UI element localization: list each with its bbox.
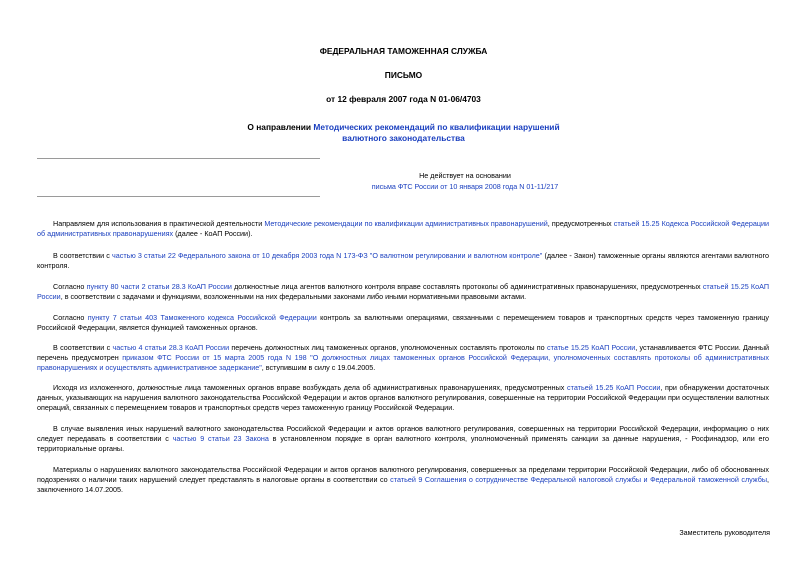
link-federal-law-173[interactable]: частью 3 статьи 22 Федерального закона от 10 декабря 2003 года N 173-ФЗ "О валютном регулировании и валютном контроле" bbox=[112, 251, 543, 260]
paragraph-text: , при обнаружении достаточных данных, указывающих на нарушения валютного законодательства Российской Федерации и актов органов валютного регулирования, совершенные на территории Российской Федерации при осуществлении валютных операций, связанных с перемещением товаров и транспортных средств через таможенную границу Российской Федерации. bbox=[37, 383, 769, 412]
paragraph-text: (далее - Закон) таможенные органы являются агентами валютного контроля. bbox=[37, 251, 769, 270]
paragraph-text: перечень должностных лиц таможенных органов, уполномоченных составлять протоколы по bbox=[229, 343, 547, 352]
paragraph-1 bbox=[37, 219, 769, 239]
doc-type-heading: ПИСЬМО bbox=[384, 70, 423, 80]
divider-bottom bbox=[37, 196, 320, 197]
signature: Заместитель руководителя bbox=[679, 528, 770, 537]
paragraph-text: , в соответствии с задачами и функциями, возложенными на них федеральными законами либо иными нормативными правовыми актами. bbox=[60, 292, 527, 301]
link-koap-28-3-p80[interactable]: пункту 80 части 2 статьи 28.3 КоАП России bbox=[86, 282, 232, 291]
paragraph-text: Согласно bbox=[53, 282, 87, 291]
paragraph-text: , вступившим в силу с 19.04.2005. bbox=[261, 363, 376, 372]
paragraph-2 bbox=[37, 251, 769, 271]
date-number-heading: от 12 февраля 2007 года N 01-06/4703 bbox=[326, 94, 481, 104]
paragraph-text: Исходя из изложенного, должностные лица таможенных органов вправе возбуждать дела об административных правонарушениях, предусмотренных bbox=[53, 383, 568, 392]
subject-heading bbox=[230, 122, 577, 144]
link-customs-code-403[interactable]: пункту 7 статьи 403 Таможенного кодекса Российской Федерации bbox=[87, 313, 317, 322]
paragraph-text: должностные лица агентов валютного контроля вправе составлять протоколы об административных правонарушениях, предусмотренных bbox=[231, 282, 703, 291]
subject-prefix: О направлении bbox=[247, 122, 314, 132]
paragraph-text: контроль за валютными операциями, связанными с перемещением товаров и транспортных средств через таможенную границу Российской Федерации, является функцией таможенных органов. bbox=[37, 313, 769, 332]
divider-top bbox=[37, 158, 320, 159]
link-law-23-9[interactable]: частью 9 статьи 23 Закона bbox=[172, 434, 269, 443]
link-koap-28-3-p4[interactable]: частью 4 статьи 28.3 КоАП России bbox=[112, 343, 230, 352]
link-koap-15-25[interactable]: статьей 15.25 Кодекса Российской Федерации об административных правонарушениях bbox=[37, 219, 769, 238]
subject-link[interactable]: Методических рекомендаций по квалификации нарушений валютного законодательства bbox=[313, 122, 560, 143]
link-koap-15-25[interactable]: статьей 15.25 КоАП России bbox=[567, 383, 661, 392]
paragraph-4 bbox=[37, 313, 769, 333]
paragraph-6 bbox=[37, 383, 769, 413]
paragraph-text: Согласно bbox=[53, 313, 88, 322]
paragraph-3 bbox=[37, 282, 769, 302]
paragraph-text: , заключенного 14.07.2005. bbox=[37, 475, 769, 494]
link-methodical-recommendations[interactable]: Методические рекомендации по квалификации административных правонарушений bbox=[264, 219, 548, 228]
paragraph-text: В соответствии с bbox=[53, 343, 113, 352]
org-heading: ФЕДЕРАЛЬНАЯ ТАМОЖЕННАЯ СЛУЖБА bbox=[319, 46, 488, 56]
status-note-text: Не действует на основании bbox=[419, 171, 511, 180]
paragraph-7 bbox=[37, 424, 769, 454]
link-fts-order-198[interactable]: приказом ФТС России от 15 марта 2005 года N 198 "О должностных лицах таможенных органов Российской Федерации, уполномоченных составлять протоколы об административных правонарушениях и осуществлять административное задержание" bbox=[37, 353, 769, 372]
paragraph-text: (далее - КоАП России). bbox=[173, 229, 253, 238]
link-koap-15-25[interactable]: статьей 15.25 КоАП России bbox=[37, 282, 769, 301]
paragraph-text: , устанавливается ФТС России. Данный перечень предусмотрен bbox=[37, 343, 770, 362]
paragraph-text: Материалы о нарушениях валютного законодательства Российской Федерации и актов органов валютного регулирования, совершенных за пределами территории Российской Федерации, либо об обоснованных подозрениях о наличии таких нарушений следует представлять в налоговые органы в соответствии со bbox=[37, 465, 769, 484]
paragraph-text: В соответствии с bbox=[53, 251, 112, 260]
paragraph-text: Направляем для использования в практической деятельности bbox=[53, 219, 265, 228]
status-note-link[interactable]: письма ФТС России от 10 января 2008 года N 01-11/217 bbox=[371, 182, 559, 191]
paragraph-text: , предусмотренных bbox=[547, 219, 614, 228]
paragraph-text: В случае выявления иных нарушений валютного законодательства Российской Федерации и актов органов валютного регулирования, совершенных на территории Российской Федерации, информацию о них следует передавать в соответствии с bbox=[37, 424, 769, 443]
link-agreement-9[interactable]: статьей 9 Соглашения о сотрудничестве Федеральной налоговой службы и Федеральной таможенной службы bbox=[390, 475, 767, 484]
paragraph-text: в установленном порядке в орган валютного контроля, уполномоченный применять санкции за данные нарушения, - Росфинадзор, или его территориальные органы. bbox=[37, 434, 769, 453]
paragraph-5 bbox=[37, 343, 769, 373]
link-koap-15-25[interactable]: статье 15.25 КоАП России bbox=[546, 343, 636, 352]
paragraph-8 bbox=[37, 465, 769, 495]
status-note bbox=[330, 170, 600, 192]
